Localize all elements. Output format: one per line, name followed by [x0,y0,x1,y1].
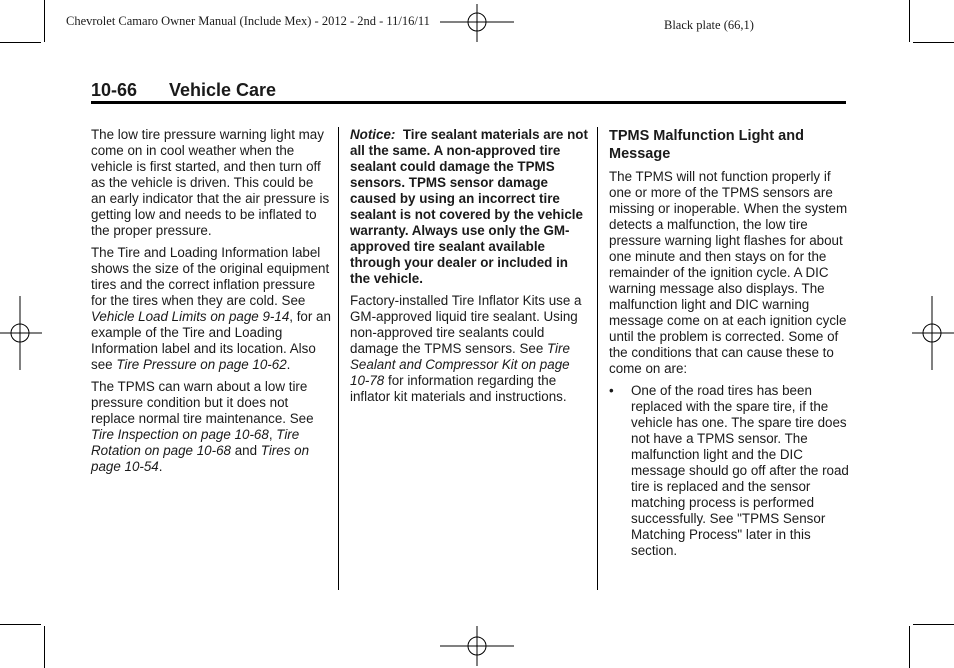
section-heading: TPMS Malfunction Light and Message [609,128,804,162]
cross-reference-link[interactable]: Tire Pressure on page 10-62 [116,357,287,372]
registration-mark-icon [440,626,514,666]
text-run: and [230,443,261,458]
paragraph: The TPMS will not function properly if one or more of the TPMS sensors are missing or inoperable. When the system detects a malfunction, the low tire pressure warning light flashes for about one minute and then stays on for the remainder of the ignition cycle. A DIC warning message also displays. The malfunction light and DIC warning message come on at each ignition cycle until the problem is corrected. Some of the conditions that can cause these to come on are: [609,169,848,376]
registration-mark-icon [912,296,954,370]
title-rule [91,101,846,104]
cross-reference-link[interactable]: Tire Rotation on page 10-68 [91,427,300,458]
page-title [91,80,276,101]
bullet-marker: • [609,383,614,398]
cross-reference-link[interactable]: Tire Inspection on page 10-68 [91,427,269,442]
text-run: The TPMS can warn about a low tire pressure condition but it does not replace normal tire maintenance. See [91,379,314,426]
crop-mark [44,626,45,668]
crop-mark [909,0,910,42]
column-divider [597,127,598,590]
column-1 [91,127,331,481]
text-run: Factory-installed Tire Inflator Kits use a GM-approved liquid tire sealant. Using non-approved tire sealants could damage the TPMS sensors. See [350,293,582,356]
crop-mark [44,0,45,42]
notice-paragraph [350,127,590,287]
paragraph [91,379,331,475]
notice-text: Tire sealant materials are not all the same. A non-approved tire sealant could damage the TPMS sensors. TPMS sensor damage caused by using an incorrect tire sealant is not covered by the vehicle warranty. Always use only the GM-approved tire sealant available through your dealer or included in the vehicle. [350,127,588,286]
page-number: 10-66 [91,80,138,100]
text-run: , [268,427,277,442]
cross-reference-link[interactable]: Vehicle Load Limits on page 9-14 [91,309,290,324]
column-divider [338,127,339,590]
cross-reference-link[interactable]: Tires on page 10-54 [91,443,310,474]
crop-mark [913,624,954,625]
bullet-item [609,383,849,559]
registration-mark-icon [440,4,514,42]
paragraph [91,245,331,373]
section-title: Vehicle Care [169,80,277,100]
text-run: The Tire and Loading Information label shows the size of the original equipment tires and the correct inflation pressure for the tires when they are cold. See [91,245,330,308]
crop-mark [913,42,954,43]
text-run: . [286,357,291,372]
print-header-right: Black plate (66,1) [664,18,754,32]
text-run: for information regarding the inflator kit materials and instructions. [350,373,567,404]
print-header-left: Chevrolet Camaro Owner Manual (Include Mex) - 2012 - 2nd - 11/16/11 [66,14,430,28]
cross-reference-link[interactable]: Tire Sealant and Compressor Kit on page 10-78 [350,341,570,388]
registration-mark-icon [0,296,42,370]
column-3 [609,127,849,559]
text-run: . [158,459,163,474]
crop-mark [0,624,41,625]
bullet-text: One of the road tires has been replaced with the spare tire, if the vehicle has one. The spare tire does not have a TPMS sensor. The malfunction light and the DIC message should go off after the road tire is replaced and the sensor matching process is performed successfully. See "TPMS Sensor Matching Process" later in this section. [631,383,849,558]
crop-mark [909,626,910,668]
crop-mark [0,42,41,43]
paragraph: The low tire pressure warning light may come on in cool weather when the vehicle is first started, and then turn off as the vehicle is driven. This could be an early indicator that the air pressure is getting low and needs to be inflated to the proper pressure. [91,127,330,238]
text-run: , for an example of the Tire and Loading Information label and its location. Also see [91,309,331,372]
paragraph [350,293,590,405]
column-2 [350,127,590,411]
notice-label: Notice: [350,127,396,142]
